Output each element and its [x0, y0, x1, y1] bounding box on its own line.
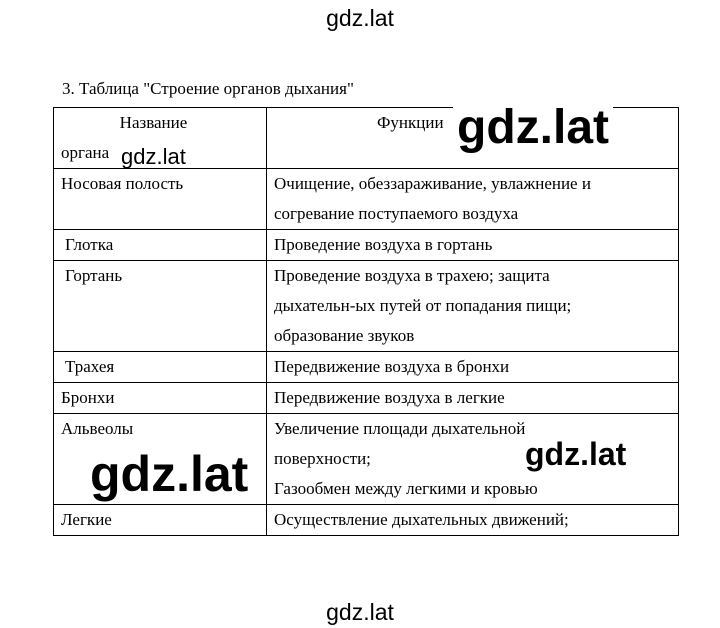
function-line: Газообмен между легкими и кровью	[274, 479, 538, 498]
header-name-line1: Название	[119, 113, 188, 132]
organ-cell	[54, 230, 267, 261]
function-cell	[267, 261, 679, 352]
function-line: Передвижение воздуха в легкие	[274, 388, 505, 407]
watermark-overlay-large: gdz.lat	[453, 104, 613, 152]
table-row	[54, 383, 679, 414]
table-row	[54, 169, 679, 230]
function-line: образование звуков	[274, 326, 415, 345]
function-line: дыхательн-ых путей от попадания пищи;	[274, 296, 572, 315]
function-line: согревание поступаемого воздуха	[274, 204, 519, 223]
function-cell	[267, 169, 679, 230]
table-row	[54, 505, 679, 536]
organ-cell: Легкие	[54, 505, 267, 536]
organ-cell: Носовая полость	[54, 169, 267, 230]
table-row	[54, 230, 679, 261]
function-cell	[267, 383, 679, 414]
watermark-top: gdz.lat	[326, 5, 394, 31]
function-line: Проведение воздуха в гортань	[274, 235, 493, 254]
function-line: Осуществление дыхательных движений;	[274, 510, 569, 529]
header-function-label: Функции	[377, 113, 444, 132]
function-line: Передвижение воздуха в бронхи	[274, 357, 510, 376]
watermark-overlay-small: gdz.lat	[121, 144, 186, 169]
organ-label: Трахея	[65, 357, 115, 376]
function-line: Увеличение площади дыхательной	[274, 419, 526, 438]
function-line: Очищение, обеззараживание, увлажнение и	[274, 174, 591, 193]
organ-label: Глотка	[65, 235, 114, 254]
organ-cell	[54, 352, 267, 383]
organ-cell	[54, 261, 267, 352]
function-line: Проведение воздуха в трахею; защита	[274, 266, 550, 285]
function-cell	[267, 505, 679, 536]
table-row	[54, 261, 679, 352]
table-row	[54, 352, 679, 383]
organ-label: Гортань	[65, 266, 123, 285]
watermark-overlay-right: gdz.lat	[525, 436, 627, 472]
function-cell	[267, 352, 679, 383]
function-line: поверхности;	[274, 449, 371, 468]
watermark-overlay-left: gdz.lat	[90, 446, 249, 502]
function-cell	[267, 230, 679, 261]
watermark-bottom: gdz.lat	[326, 599, 394, 625]
header-name-line2: органа	[61, 143, 110, 162]
organ-cell: Альвеолы	[54, 414, 267, 505]
table-heading: 3. Таблица "Строение органов дыхания"	[62, 79, 354, 98]
organ-cell: Бронхи	[54, 383, 267, 414]
